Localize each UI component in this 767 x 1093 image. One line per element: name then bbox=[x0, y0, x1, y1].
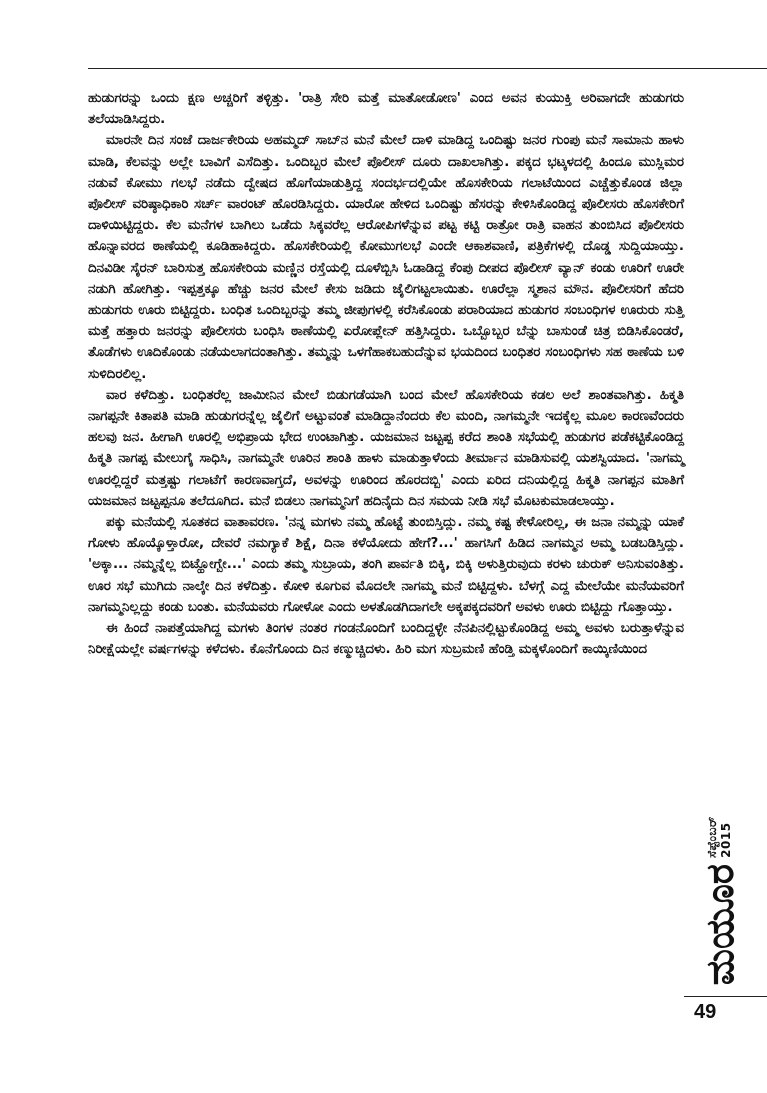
magazine-sidebar bbox=[692, 780, 746, 985]
article-body bbox=[88, 88, 684, 660]
article-paragraph: ಮಾರನೇ ದಿನ ಸಂಜೆ ದಾರ್ಜಕೇರಿಯ ಅಹಮ್ಮದ್ ಸಾಬ್‌ನ ಮನೆ ಮೇಲೆ ದಾಳಿ ಮಾಡಿದ್ದ ಒಂದಿಷ್ಟು ಜನರ ಗುಂಪು ಮನೆ ಸಾಮಾನು ಹಾಳು ಮಾಡಿ, ಕೆಲವನ್ನು ಅಲ್ಲೇ ಬಾವಿಗೆ ಎಸೆದಿತ್ತು. ಒಂದಿಬ್ಬರ ಮೇಲೆ ಪೊಲೀಸ್ ದೂರು ದಾಖಲಾಗಿತ್ತು. ಪಕ್ಕದ ಭಟ್ಕಳದಲ್ಲಿ ಹಿಂದೂ ಮುಸ್ಲಿಮರ ನಡುವೆ ಕೋಮು ಗಲಭೆ ನಡೆದು ದ್ವೇಷದ ಹೊಗೆಯಾಡುತ್ತಿದ್ದ ಸಂದರ್ಭದಲ್ಲಿಯೇ ಹೊಸಕೇರಿಯ ಗಲಾಟೆಯಿಂದ ಎಚ್ಚೆತ್ತುಕೊಂಡ ಜಿಲ್ಲಾ ಪೊಲೀಸ್ ವರಿಷ್ಠಾಧಿಕಾರಿ ಸರ್ಚ್ ವಾರಂಟ್ ಹೊರಡಿಸಿದ್ದರು. ಯಾರೋ ಹೇಳಿದ ಒಂದಿಷ್ಟು ಹೆಸರನ್ನು ಕೇಳಿಸಿಕೊಂಡಿದ್ದ ಪೊಲೀಸರು ಹೊಸಕೇರಿಗೆ ದಾಳಿಯಿಟ್ಟಿದ್ದರು. ಕೆಲ ಮನೆಗಳ ಬಾಗಿಲು ಒಡೆದು ಸಿಕ್ಕವರೆಲ್ಲ ಆರೋಪಿಗಳೆನ್ನುವ ಪಟ್ಟ ಕಟ್ಟಿ ರಾತ್ರೋ ರಾತ್ರಿ ವಾಹನ ತುಂಬಿಸಿದ ಪೊಲೀಸರು ಹೊನ್ನಾವರದ ಠಾಣೆಯಲ್ಲಿ ಕೂಡಿಹಾಕಿದ್ದರು. ಹೊಸಕೇರಿಯಲ್ಲಿ ಕೋಮುಗಲಭೆ ಎಂದೇ ಆಕಾಶವಾಣಿ, ಪತ್ರಿಕೆಗಳಲ್ಲಿ ದೊಡ್ಡ ಸುದ್ದಿಯಾಯ್ತು. ದಿನವಿಡೀ ಸೈರನ್ ಬಾರಿಸುತ್ತ ಹೊಸಕೇರಿಯ ಮಣ್ಣಿನ ರಸ್ತೆಯಲ್ಲಿ ದೂಳೆಬ್ಬಿಸಿ ಓಡಾಡಿದ್ದ ಕೆಂಪು ದೀಪದ ಪೊಲೀಸ್ ವ್ಯಾನ್ ಕಂಡು ಊರಿಗೆ ಊರೇ ನಡುಗಿ ಹೋಗಿತ್ತು. ಇಪ್ಪತ್ತಕ್ಕೂ ಹೆಚ್ಚು ಜನರ ಮೇಲೆ ಕೇಸು ಜಡಿದು ಜೈಲಿಗಟ್ಟಲಾಯಿತು. ಊರೆಲ್ಲಾ ಸ್ಮಶಾನ ಮೌನ. ಪೊಲೀಸರಿಗೆ ಹೆದರಿ ಹುಡುಗರು ಊರು ಬಿಟ್ಟಿದ್ದರು. ಬಂಧಿತ ಒಂದಿಬ್ಬರನ್ನು ತಮ್ಮ ಜೀಪುಗಳಲ್ಲಿ ಕರೆಸಿಕೊಂಡು ಪರಾರಿಯಾದ ಹುಡುಗರ ಸಂಬಂಧಿಗಳ ಊರುರು ಸುತ್ತಿ ಮತ್ತೆ ಹತ್ತಾರು ಜನರನ್ನು ಪೊಲೀಸರು ಬಂಧಿಸಿ ಠಾಣೆಯಲ್ಲಿ ಏರೋಪ್ಲೇನ್ ಹತ್ತಿಸಿದ್ದರು. ಒಬ್ಬೊಬ್ಬರ ಬೆನ್ನು ಬಾಸುಂಡೆ ಚಿತ್ರ ಬಿಡಿಸಿಕೊಂಡರೆ, ತೊಡೆಗಳು ಊದಿಕೊಂಡು ನಡೆಯಲಾಗದಂತಾಗಿತ್ತು. ತಮ್ಮನ್ನು ಒಳಗೆಹಾಕಬಹುದೆನ್ನುವ ಭಯದಿಂದ ಬಂಧಿತರ ಸಂಬಂಧಿಗಳು ಸಹ ಠಾಣೆಯ ಬಳಿ ಸುಳಿದಿರಲಿಲ್ಲ. bbox=[88, 133, 684, 382]
article-paragraph: ಈ ಹಿಂದೆ ನಾಪತ್ತೆಯಾಗಿದ್ದ ಮಗಳು ತಿಂಗಳ ನಂತರ ಗಂಡನೊಂದಿಗೆ ಬಂದಿದ್ದಳ್ಳೇ ನೆನಪಿನಲ್ಲಿಟ್ಟುಕೊಂಡಿದ್ದ ಅಮ್ಮ ಅವಳು ಬರುತ್ತಾಳೆನ್ನುವ ನಿರೀಕ್ಷೆಯಲ್ಲೇ ವರ್ಷಗಳನ್ನು ಕಳೆದಳು. ಕೊನೆಗೊಂದು ದಿನ ಕಣ್ಮುಚ್ಚಿದಳು. ಹಿರಿ ಮಗ ಸುಬ್ರಮಣಿ ಹೆಂಡ್ತಿ ಮಕ್ಕಳೊಂದಿಗೆ ಕಾಯ್ಕಿಣಿಯಿಂದ bbox=[88, 621, 684, 658]
footer-rule bbox=[684, 996, 767, 997]
issue-date: ಸೆಪ್ಟೆಂಬರ್ 2015 bbox=[705, 816, 733, 858]
magazine-logo: ಮಯೂರ bbox=[696, 863, 742, 985]
article-paragraph: ಹುಡುಗರನ್ನು ಒಂದು ಕ್ಷಣ ಅಚ್ಚರಿಗೆ ತಳ್ಳಿತ್ತು. 'ರಾತ್ರಿ ಸೇರಿ ಮತ್ತೆ ಮಾತೋಡೋಣ' ಎಂದ ಅವನ ಕುಯುಕ್ತಿ ಅರಿವಾಗದೇ ಹುಡುಗರು ತಲೆಯಾಡಿಸಿದ್ದರು. bbox=[88, 91, 684, 128]
article-paragraph: ವಾರ ಕಳೆದಿತ್ತು. ಬಂಧಿತರೆಲ್ಲ ಜಾಮೀನಿನ ಮೇಲೆ ಬಿಡುಗಡೆಯಾಗಿ ಬಂದ ಮೇಲೆ ಹೊಸಕೇರಿಯ ಕಡಲ ಅಲೆ ಶಾಂತವಾಗಿತ್ತು. ಹಿಕ್ಮತಿ ನಾಗಪ್ಪನೇ ಕಿತಾಪತಿ ಮಾಡಿ ಹುಡುಗರನ್ನೆಲ್ಲ ಜೈಲಿಗೆ ಅಟ್ಟುವಂತೆ ಮಾಡಿದ್ದಾನೆಂದರು ಕೆಲ ಮಂದಿ, ನಾಗಮ್ಮನೇ ಇದಕ್ಕೆಲ್ಲ ಮೂಲ ಕಾರಣವೆಂದರು ಹಲವು ಜನ. ಹೀಗಾಗಿ ಊರಲ್ಲಿ ಅಭಿಪ್ರಾಯ ಭೇದ ಉಂಟಾಗಿತ್ತು. ಯಜಮಾನ ಜಟ್ಟಪ್ಪ ಕರೆದ ಶಾಂತಿ ಸಭೆಯಲ್ಲಿ ಹುಡುಗರ ಪಡೆಕಟ್ಟಿಕೊಂಡಿದ್ದ ಹಿಕ್ಮತಿ ನಾಗಪ್ಪ ಮೇಲುಗೈ ಸಾಧಿಸಿ, ನಾಗಮ್ಮನೇ ಊರಿನ ಶಾಂತಿ ಹಾಳು ಮಾಡುತ್ತಾಳೆಂದು ತೀರ್ಮಾನ ಮಾಡಿಸುವಲ್ಲಿ ಯಶಸ್ವಿಯಾದ. 'ನಾಗಮ್ಮ ಊರಲ್ಲಿದ್ದರೆ ಮತ್ತಷ್ಟು ಗಲಾಟೆಗೆ ಕಾರಣವಾಗ್ತದೆ, ಅವಳನ್ನು ಊರಿಂದ ಹೊರದಬ್ಬಿ' ಎಂದು ಏರಿದ ದನಿಯಲ್ಲಿದ್ದ ಹಿಕ್ಮತಿ ನಾಗಪ್ಪನ ಮಾತಿಗೆ ಯಜಮಾನ ಜಟ್ಟಪ್ಪನೂ ತಲೆದೂಗಿದ. ಮನೆ ಬಿಡಲು ನಾಗಮ್ಮನಿಗೆ ಹದಿನೈದು ದಿನ ಸಮಯ ನೀಡಿ ಸಭೆ ಮೊಟಕುಮಾಡಲಾಯ್ತು. bbox=[88, 387, 684, 509]
page-number: 49 bbox=[694, 1001, 717, 1023]
article-paragraph: ಪಕ್ಕು ಮನೆಯಲ್ಲಿ ಸೂತಕದ ವಾತಾವರಣ. 'ನನ್ನ ಮಗಳು ನಮ್ಮ ಹೊಟ್ಟೆ ತುಂಬಿಸ್ತಿದ್ಲು. ನಮ್ಮ ಕಷ್ಟ ಕೇಳೋರಿಲ್ಲ, ಈ ಜನಾ ನಮ್ಮನ್ನು ಯಾಕೆ ಗೋಳು ಹೊಯ್ಕೊಳ್ತಾರೋ, ದೇವರೆ ನಮಗ್ಯಾಕೆ ಶಿಕ್ಷೆ, ದಿನಾ ಕಳೆಯೋದು ಹೇಗೆ?...' ಹಾಗಸಿಗೆ ಹಿಡಿದ ನಾಗಮ್ಮನ ಅಮ್ಮ ಬಡಬಡಿಸ್ತಿದ್ಲು. 'ಅಕ್ಕಾ... ನಮ್ಮನ್ನೆಲ್ಲ ಬಿಟ್ಹೋಗ್ಬೇ...' ಎಂದು ತಮ್ಮ ಸುಬ್ರಾಯ, ತಂಗಿ ಪಾರ್ವತಿ ಬಿಕ್ಕಿ, ಬಿಕ್ಕಿ ಅಳುತ್ತಿರುವುದು ಕರಳು ಚುರುಕ್ ಅನಿಸುವಂತಿತ್ತು. ಊರ ಸಭೆ ಮುಗಿದು ನಾಲ್ಕೇ ದಿನ ಕಳೆದಿತ್ತು. ಕೋಳಿ ಕೂಗುವ ಮೊದಲೇ ನಾಗಮ್ಮ ಮನೆ ಬಿಟ್ಟಿದ್ದಳು. ಬೆಳಗ್ಗೆ ಎದ್ದ ಮೇಲೆಯೇ ಮನೆಯವರಿಗೆ ನಾಗಮ್ಮನಿಲ್ಲದ್ದು ಕಂಡು ಬಂತು. ಮನೆಯವರು ಗೋಳೋ ಎಂದು ಅಳತೊಡಗಿದಾಗಲೇ ಅಕ್ಕಪಕ್ಕದವರಿಗೆ ಅವಳು ಊರು ಬಿಟ್ಟಿದ್ದು ಗೊತ್ತಾಯ್ತು. bbox=[88, 515, 684, 615]
header-rule bbox=[88, 68, 767, 69]
